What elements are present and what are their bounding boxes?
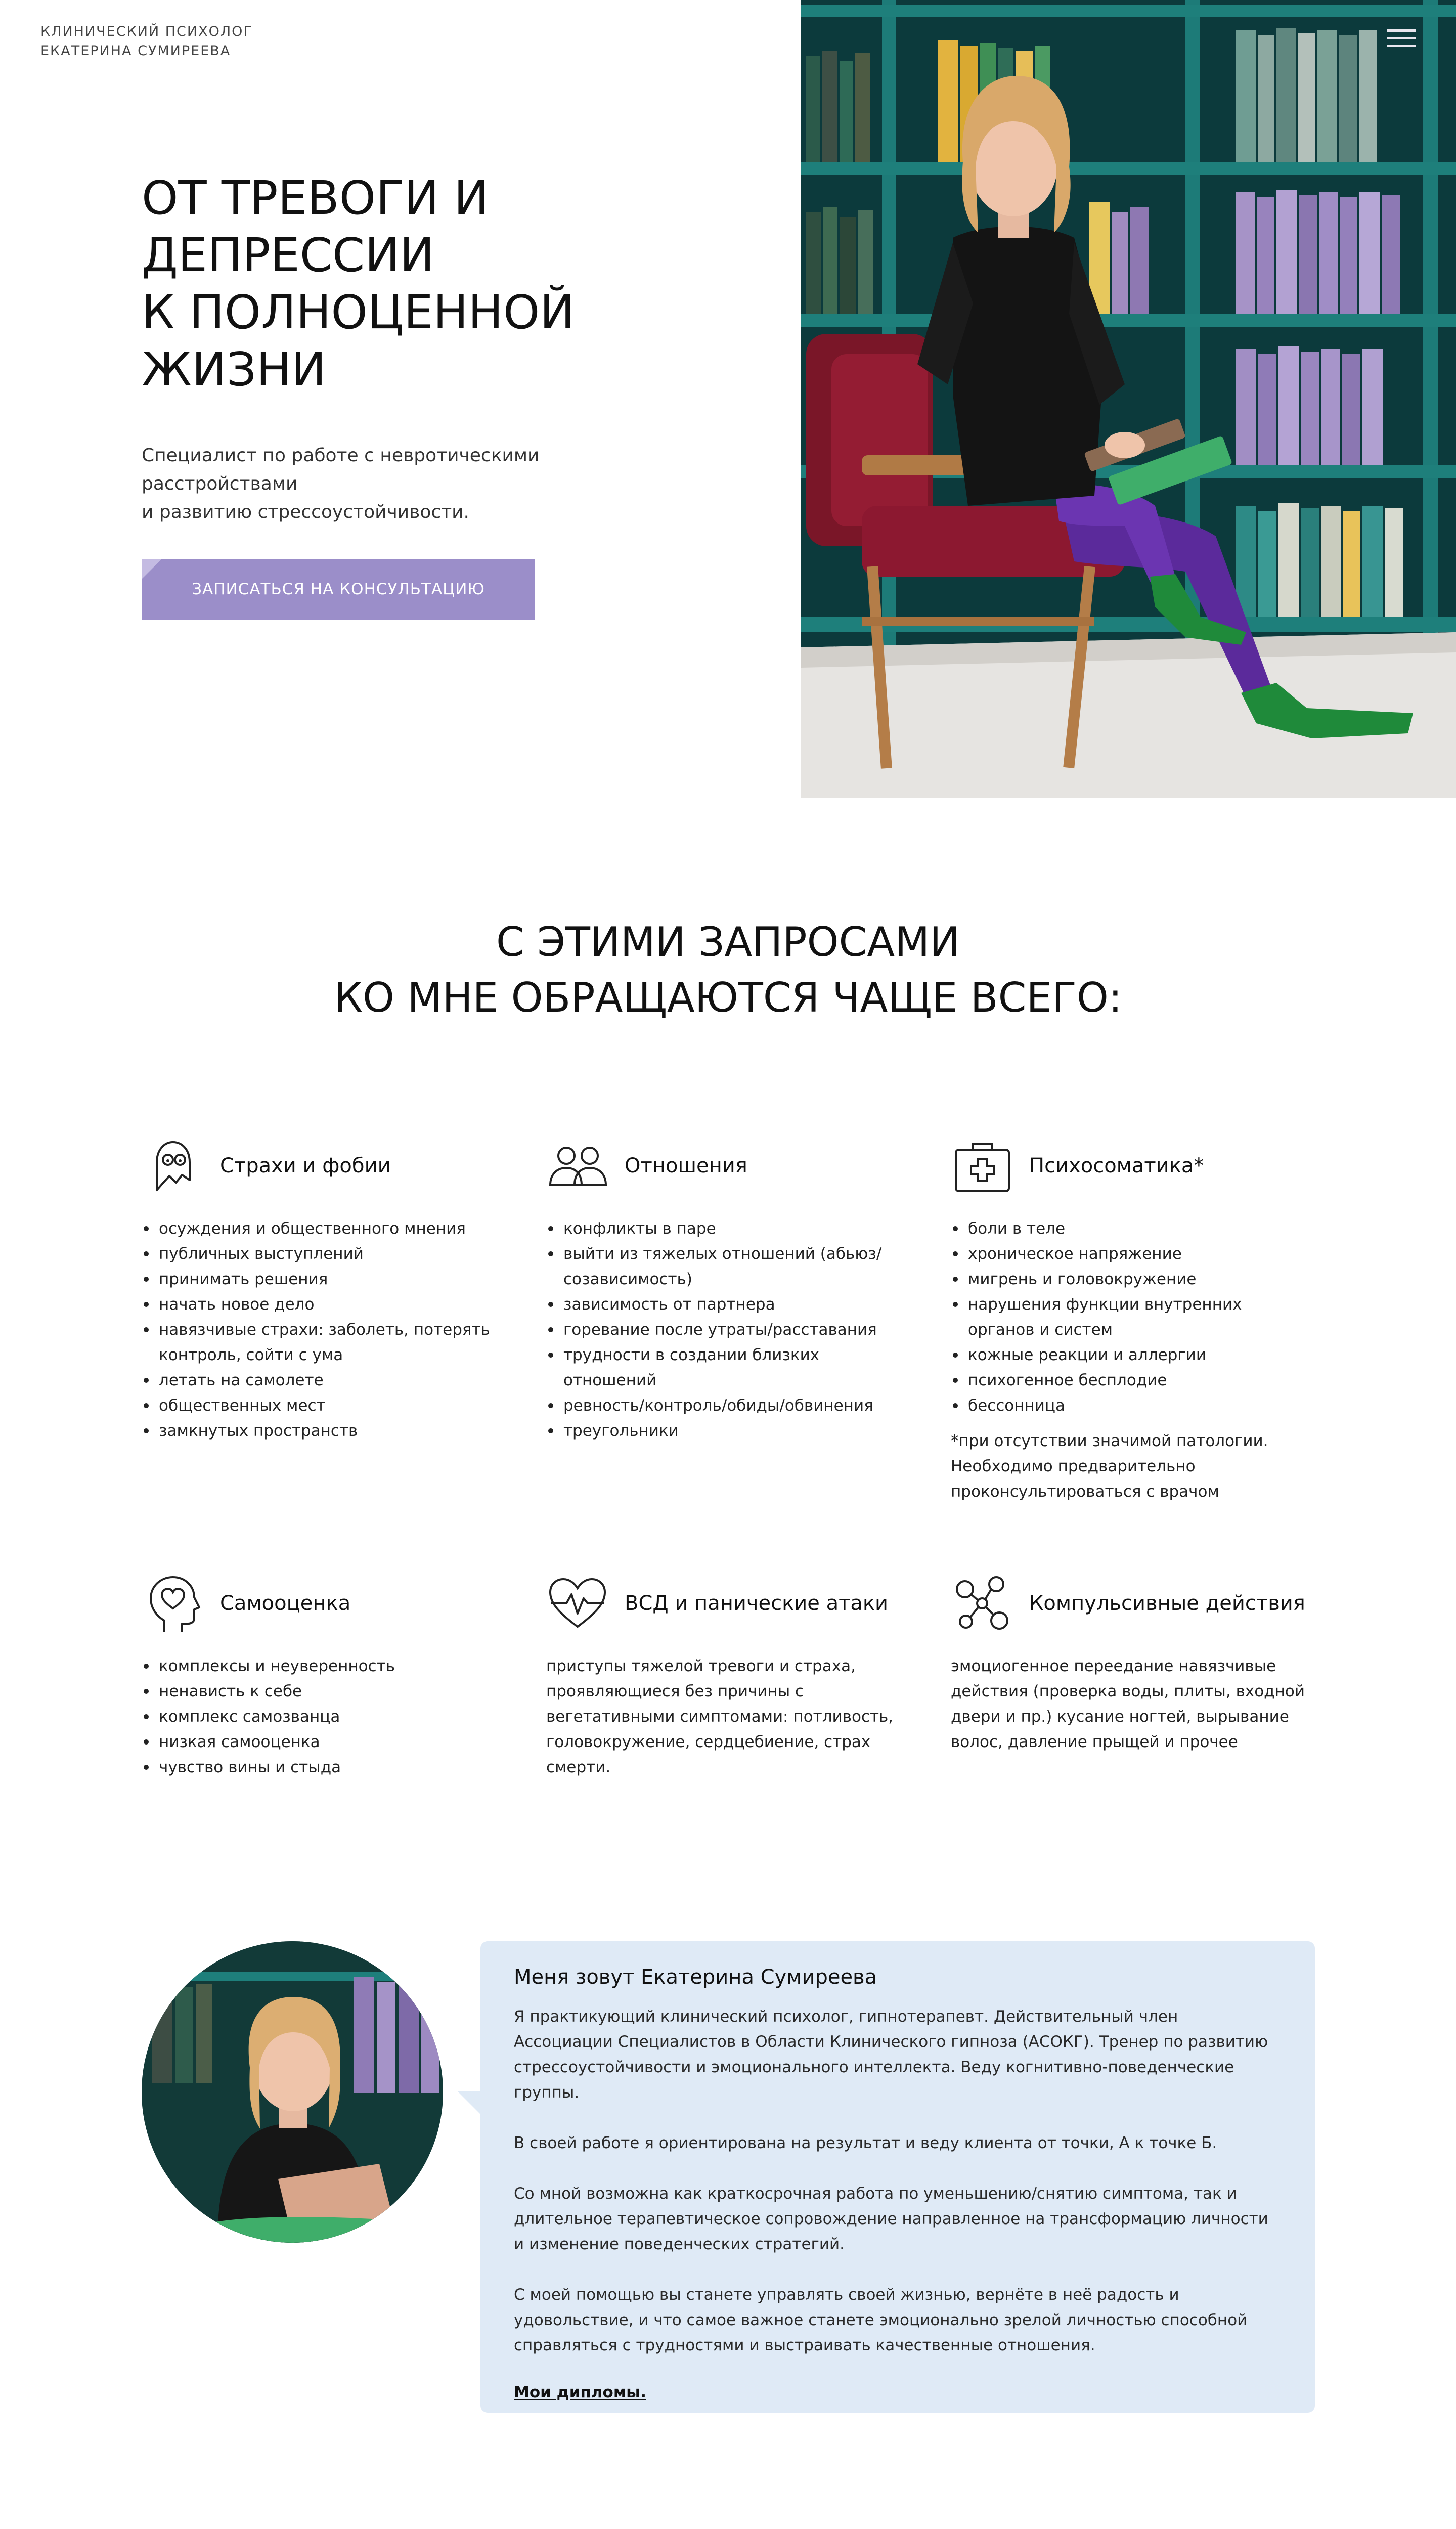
request-card-title: Отношения: [625, 1154, 747, 1178]
hero-subtitle-line-2: и развитию стрессоустойчивости.: [142, 502, 469, 522]
list-item: зависимость от партнера: [546, 1292, 900, 1317]
psychosomatics-note: *при отсутствии значимой патологии. Необходимо предварительно проконсультироваться с врачом: [951, 1432, 1268, 1501]
request-card-self-esteem: [142, 1571, 496, 1780]
list-item: чувство вины и стыда: [142, 1755, 496, 1780]
diplomas-link[interactable]: Мои дипломы.: [514, 2383, 646, 2402]
cta-corner-decoration: [142, 559, 162, 579]
request-card-title: Компульсивные действия: [1029, 1592, 1305, 1615]
head-heart-icon: [142, 1572, 205, 1635]
request-card-text: эмоциогенное переедание навязчивые действия (проверка воды, плиты, входной двери и пр.) кусание ногтей, вырывание волос, давление прыщей и прочее: [951, 1657, 1305, 1751]
request-card-list: [142, 1216, 496, 1444]
request-card-list: [951, 1216, 1305, 1418]
molecule-icon: [951, 1572, 1014, 1635]
list-item: бессонница: [951, 1393, 1305, 1418]
about-paragraph: В своей работе я ориентирована на результат и веду клиента от точки, А к точке Б.: [514, 2134, 1217, 2152]
list-item: конфликты в паре: [546, 1216, 900, 1241]
hero-photo: [801, 0, 1456, 798]
about-photo: [142, 1941, 443, 2243]
ghost-icon: [142, 1135, 205, 1198]
book-consultation-button[interactable]: [142, 559, 535, 620]
list-item: нарушения функции внутренних органов и систем: [951, 1292, 1305, 1342]
hero-title-line: ЖИЗНИ: [142, 342, 326, 397]
requests-title-line-2: КО МНЕ ОБРАЩАЮТСЯ ЧАЩЕ ВСЕГО:: [334, 974, 1122, 1021]
list-item: низкая самооценка: [142, 1729, 496, 1755]
hamburger-menu-icon[interactable]: [1387, 29, 1416, 48]
list-item: выйти из тяжелых отношений (абьюз/созависимость): [546, 1241, 900, 1292]
list-item: треугольники: [546, 1418, 900, 1444]
request-card-psychosomatics: [951, 1133, 1305, 1504]
psychologist-avatar-image: [142, 1941, 443, 2243]
request-card-panic-attacks: [546, 1571, 900, 1780]
about-card: [480, 1941, 1315, 2413]
list-item: мигрень и головокружение: [951, 1267, 1305, 1292]
book-consultation-label: ЗАПИСАТЬСЯ НА КОНСУЛЬТАЦИЮ: [192, 580, 485, 598]
list-item: трудности в создании близких отношений: [546, 1342, 900, 1393]
list-item: боли в теле: [951, 1216, 1305, 1241]
request-card-relationships: [546, 1133, 900, 1444]
list-item: начать новое дело: [142, 1292, 496, 1317]
about-paragraph: Я практикующий клинический психолог, гипнотерапевт. Действительный член Ассоциации Специалистов в Области Клинического гипноза (АСОКГ). Тренер по развитию стрессоустойчивости и эмоционального интеллекта. Веду когнитивно-поведенческие группы.: [514, 2008, 1268, 2102]
requests-title: [0, 914, 1456, 1026]
list-item: горевание после утраты/расставания: [546, 1317, 900, 1342]
request-card-compulsive: [951, 1571, 1305, 1755]
hero-title-line: К ПОЛНОЦЕННОЙ: [142, 285, 575, 339]
requests-title-line-1: С ЭТИМИ ЗАПРОСАМИ: [496, 919, 960, 966]
first-aid-kit-icon: [951, 1135, 1014, 1198]
list-item: летать на самолете: [142, 1368, 496, 1393]
hero-subtitle: [142, 442, 668, 527]
list-item: осуждения и общественного мнения: [142, 1216, 496, 1241]
request-card-fears: [142, 1133, 496, 1444]
about-name: Меня зовут Екатерина Сумиреева: [514, 1966, 877, 1989]
hero-title: [142, 169, 748, 398]
list-item: навязчивые страхи: заболеть, потерять контроль, сойти с ума: [142, 1317, 496, 1368]
list-item: замкнутых пространств: [142, 1418, 496, 1444]
list-item: кожные реакции и аллергии: [951, 1342, 1305, 1368]
request-card-list: [546, 1216, 900, 1444]
request-card-title: Страхи и фобии: [220, 1154, 391, 1178]
hero-title-line: ОТ ТРЕВОГИ И: [142, 171, 489, 225]
psychologist-portrait-image: [801, 0, 1456, 798]
hero-title-line: ДЕПРЕССИИ: [142, 228, 434, 282]
list-item: комплексы и неуверенность: [142, 1653, 496, 1679]
heart-pulse-icon: [546, 1572, 609, 1635]
list-item: принимать решения: [142, 1267, 496, 1292]
hero-section: [0, 0, 1456, 798]
hero-subtitle-line-1: Специалист по работе с невротическими расстройствами: [142, 445, 540, 494]
request-card-title: ВСД и панические атаки: [625, 1592, 889, 1615]
about-paragraph: С моей помощью вы станете управлять своей жизнью, вернёте в неё радость и удовольствие, и что самое важное станете эмоционально зрелой личностью способной справляться с трудностями и выстраивать качественные отношения.: [514, 2286, 1248, 2354]
brand-line-2: ЕКАТЕРИНА СУМИРЕЕВА: [40, 43, 231, 59]
brand-logo[interactable]: [40, 22, 253, 61]
about-paragraph: Со мной возможна как краткосрочная работа по уменьшению/снятию симптома, так и длительное терапевтическое сопровождение направленное на трансформацию личности и изменение поведенческих стратегий.: [514, 2185, 1268, 2253]
list-item: ненависть к себе: [142, 1679, 496, 1704]
people-icon: [546, 1135, 609, 1198]
brand-line-1: КЛИНИЧЕСКИЙ ПСИХОЛОГ: [40, 24, 253, 39]
request-card-list: [142, 1653, 496, 1780]
list-item: хроническое напряжение: [951, 1241, 1305, 1267]
list-item: комплекс самозванца: [142, 1704, 496, 1729]
list-item: ревность/контроль/обиды/обвинения: [546, 1393, 900, 1418]
request-card-title: Самооценка: [220, 1592, 351, 1615]
list-item: психогенное бесплодие: [951, 1368, 1305, 1393]
request-card-text: приступы тяжелой тревоги и страха, проявляющиеся без причины с вегетативными симптомами: потливость, головокружение, сердцебиение, страх смерти.: [546, 1657, 894, 1776]
list-item: общественных мест: [142, 1393, 496, 1418]
request-card-title: Психосоматика*: [1029, 1154, 1204, 1178]
list-item: публичных выступлений: [142, 1241, 496, 1267]
